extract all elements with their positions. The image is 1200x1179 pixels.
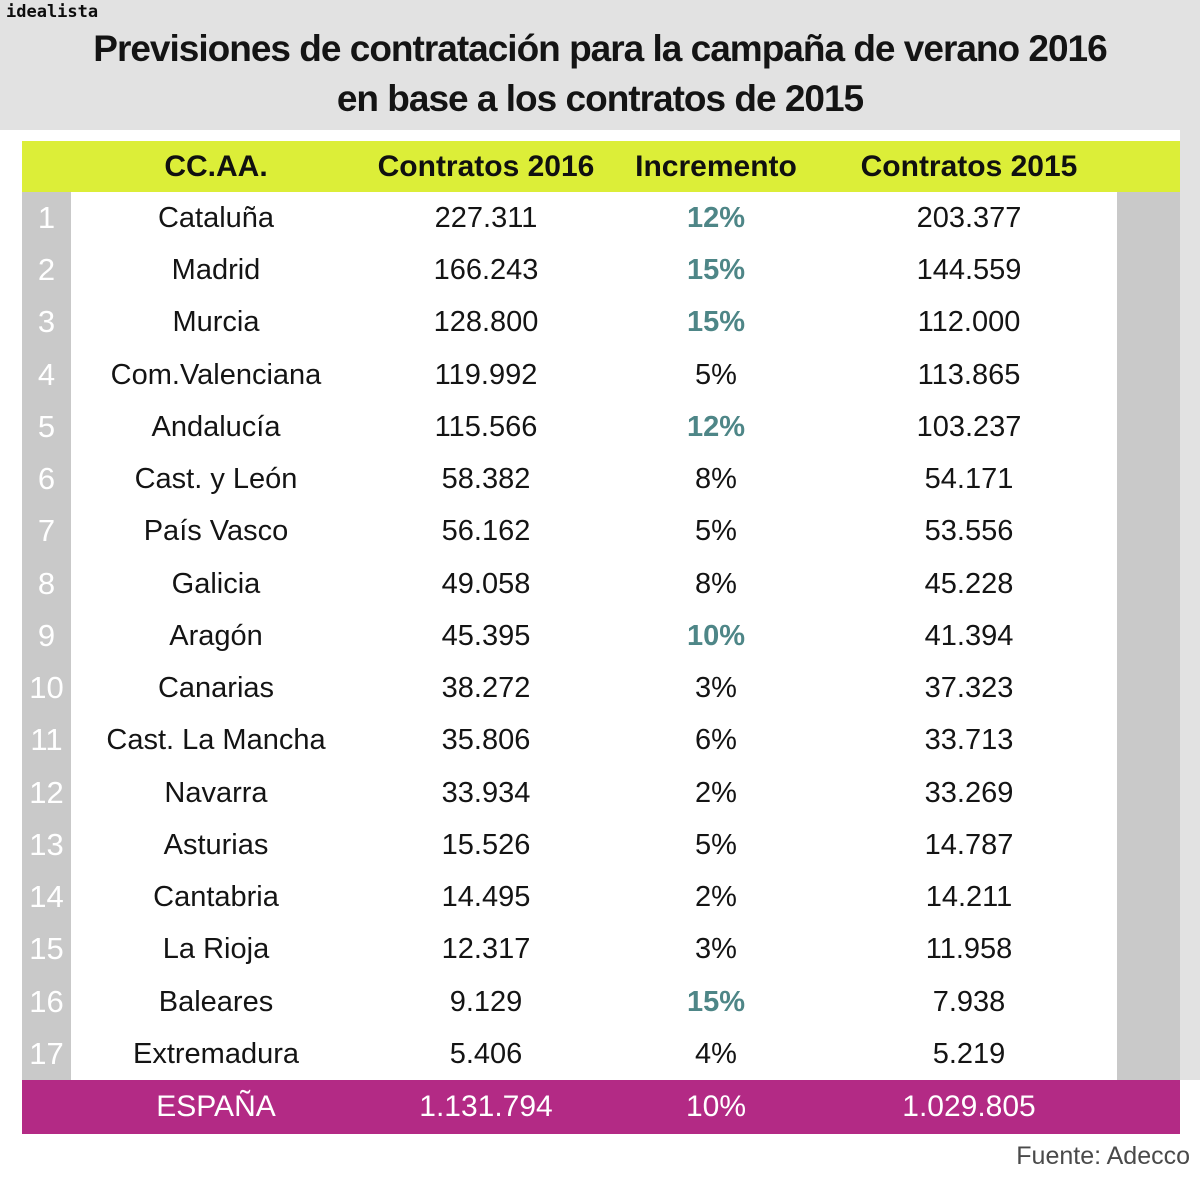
header-spacer-right [1117,141,1180,192]
table-row [22,558,1180,610]
row-right-spacer [1117,767,1180,819]
incremento-cell: 4% [695,1037,737,1070]
table-row [22,1028,1180,1080]
contratos-2015-cell: 113.865 [917,358,1021,391]
rank-cell: 2 [22,244,71,296]
row-right-spacer [1117,976,1180,1028]
rank-cell: 10 [22,662,71,714]
table-row [22,505,1180,557]
contratos-2015-cell: 103.237 [916,410,1022,443]
rank-cell: 1 [22,192,71,244]
region-cell: Extremadura [132,1037,299,1070]
total-spacer-right [1117,1080,1180,1134]
contratos-2016-cell: 115.566 [434,410,538,443]
table-body [22,192,1180,1080]
contratos-2016-cell: 56.162 [441,515,531,548]
region-cell: País Vasco [143,515,289,548]
page-title [0,24,1200,124]
contratos-2016-cell: 166.243 [433,254,539,287]
rank-cell: 9 [22,610,71,662]
contratos-2015-cell: 33.713 [924,724,1014,757]
contratos-2015-cell: 41.394 [924,619,1014,652]
region-cell: Madrid [171,254,261,287]
incremento-cell: 8% [695,567,737,600]
region-cell: Canarias [157,672,275,705]
table-row [22,610,1180,662]
region-cell: Cast. La Mancha [106,724,326,757]
contratos-2016-cell: 33.934 [441,776,531,809]
row-right-spacer [1117,819,1180,871]
rank-cell: 13 [22,819,71,871]
contratos-2015-cell: 37.323 [924,672,1014,705]
region-cell: Navarra [164,776,268,809]
row-right-spacer [1117,610,1180,662]
row-right-spacer [1117,296,1180,348]
region-cell: Cataluña [157,202,275,234]
region-cell: Asturias [163,828,269,861]
column-header-incremento: Incremento [635,150,797,183]
contratos-2015-cell: 11.958 [925,933,1013,966]
column-header-ccaa: CC.AA. [164,150,268,183]
incremento-cell: 12% [686,202,746,234]
total-contratos-2015-cell: 1.029.805 [902,1089,1036,1123]
region-cell: Cast. y León [134,463,298,496]
page-title-line2: en base a los contratos de 2015 [336,78,864,119]
contratos-2016-cell: 58.382 [441,463,531,496]
rank-cell: 7 [22,505,71,557]
incremento-cell: 5% [695,358,737,391]
total-contratos-2016-cell: 1.131.794 [419,1089,553,1123]
table-row [22,871,1180,923]
contratos-2015-cell: 14.211 [925,881,1013,914]
rank-cell: 17 [22,1028,71,1080]
table-row [22,401,1180,453]
region-cell: Andalucía [151,410,281,443]
row-right-spacer [1117,871,1180,923]
rank-cell: 5 [22,401,71,453]
region-cell: Aragón [169,619,263,652]
table-row [22,923,1180,975]
header-spacer-left [22,141,71,192]
contratos-2016-cell: 14.495 [441,881,531,914]
region-cell: La Rioja [162,933,270,966]
region-cell: Cantabria [153,881,279,914]
contratos-2015-cell: 54.171 [924,463,1014,496]
rank-cell: 15 [22,923,71,975]
total-row [22,1080,1180,1134]
right-margin [1180,130,1200,1080]
rank-cell: 11 [22,714,71,766]
incremento-cell: 2% [695,881,737,914]
incremento-cell: 5% [695,828,737,861]
contratos-2016-cell: 5.406 [449,1037,523,1070]
row-right-spacer [1117,453,1180,505]
table-row [22,714,1180,766]
total-spacer-left [22,1080,71,1134]
incremento-cell: 3% [695,672,737,705]
table-row [22,244,1180,296]
total-incremento-cell: 10% [685,1089,747,1123]
region-cell: Baleares [158,985,274,1018]
contratos-2016-cell: 35.806 [441,724,531,757]
rank-cell: 6 [22,453,71,505]
table-row [22,819,1180,871]
rank-cell: 12 [22,767,71,819]
table-header-row [22,141,1180,192]
incremento-cell: 3% [695,933,737,966]
contratos-2016-cell: 9.129 [449,985,523,1018]
row-right-spacer [1117,558,1180,610]
row-right-spacer [1117,192,1180,244]
contratos-2015-cell: 144.559 [916,254,1022,287]
contratos-2016-cell: 15.526 [441,828,531,861]
region-cell: Galicia [171,567,261,600]
column-header-contratos-2016: Contratos 2016 [377,150,595,183]
row-right-spacer [1117,349,1180,401]
rank-cell: 4 [22,349,71,401]
row-right-spacer [1117,714,1180,766]
table-row [22,976,1180,1028]
table-row [22,767,1180,819]
contratos-2015-cell: 45.228 [924,567,1014,600]
incremento-cell: 15% [686,306,746,339]
incremento-cell: 2% [695,776,737,809]
forecast-table [22,141,1180,1134]
row-right-spacer [1117,244,1180,296]
rank-cell: 14 [22,871,71,923]
region-cell: Murcia [172,306,260,339]
contratos-2015-cell: 14.787 [924,828,1014,861]
incremento-cell: 8% [695,463,737,496]
incremento-cell: 5% [695,515,737,548]
table-row [22,349,1180,401]
contratos-2015-cell: 5.219 [932,1037,1006,1070]
table-row [22,453,1180,505]
incremento-cell: 15% [686,254,746,287]
row-right-spacer [1117,923,1180,975]
table-row [22,192,1180,244]
contratos-2016-cell: 12.317 [441,933,531,966]
idealista-logo: idealista [6,2,99,22]
row-right-spacer [1117,401,1180,453]
contratos-2015-cell: 33.269 [924,776,1014,809]
total-region-cell: ESPAÑA [156,1089,276,1123]
row-right-spacer [1117,1028,1180,1080]
rank-cell: 3 [22,296,71,348]
contratos-2016-cell: 119.992 [434,358,538,391]
contratos-2015-cell: 7.938 [932,985,1006,1018]
contratos-2016-cell: 49.058 [441,567,531,600]
contratos-2016-cell: 128.800 [433,306,539,339]
incremento-cell: 15% [686,985,746,1018]
table-row [22,296,1180,348]
incremento-cell: 6% [695,724,737,757]
column-header-contratos-2015: Contratos 2015 [860,150,1078,183]
row-right-spacer [1117,662,1180,714]
contratos-2015-cell: 112.000 [917,306,1021,339]
rank-cell: 8 [22,558,71,610]
region-cell: Com.Valenciana [110,358,322,391]
page-title-line1: Previsiones de contratación para la campaña de verano 2016 [93,28,1107,69]
contratos-2016-cell: 38.272 [441,672,531,705]
contratos-2016-cell: 45.395 [441,619,531,652]
table-row [22,662,1180,714]
rank-cell: 16 [22,976,71,1028]
row-right-spacer [1117,505,1180,557]
contratos-2015-cell: 203.377 [916,202,1022,234]
contratos-2015-cell: 53.556 [924,515,1014,548]
incremento-cell: 12% [686,410,746,443]
incremento-cell: 10% [686,619,746,652]
source-note: Fuente: Adecco [1016,1142,1190,1170]
contratos-2016-cell: 227.311 [434,202,538,234]
